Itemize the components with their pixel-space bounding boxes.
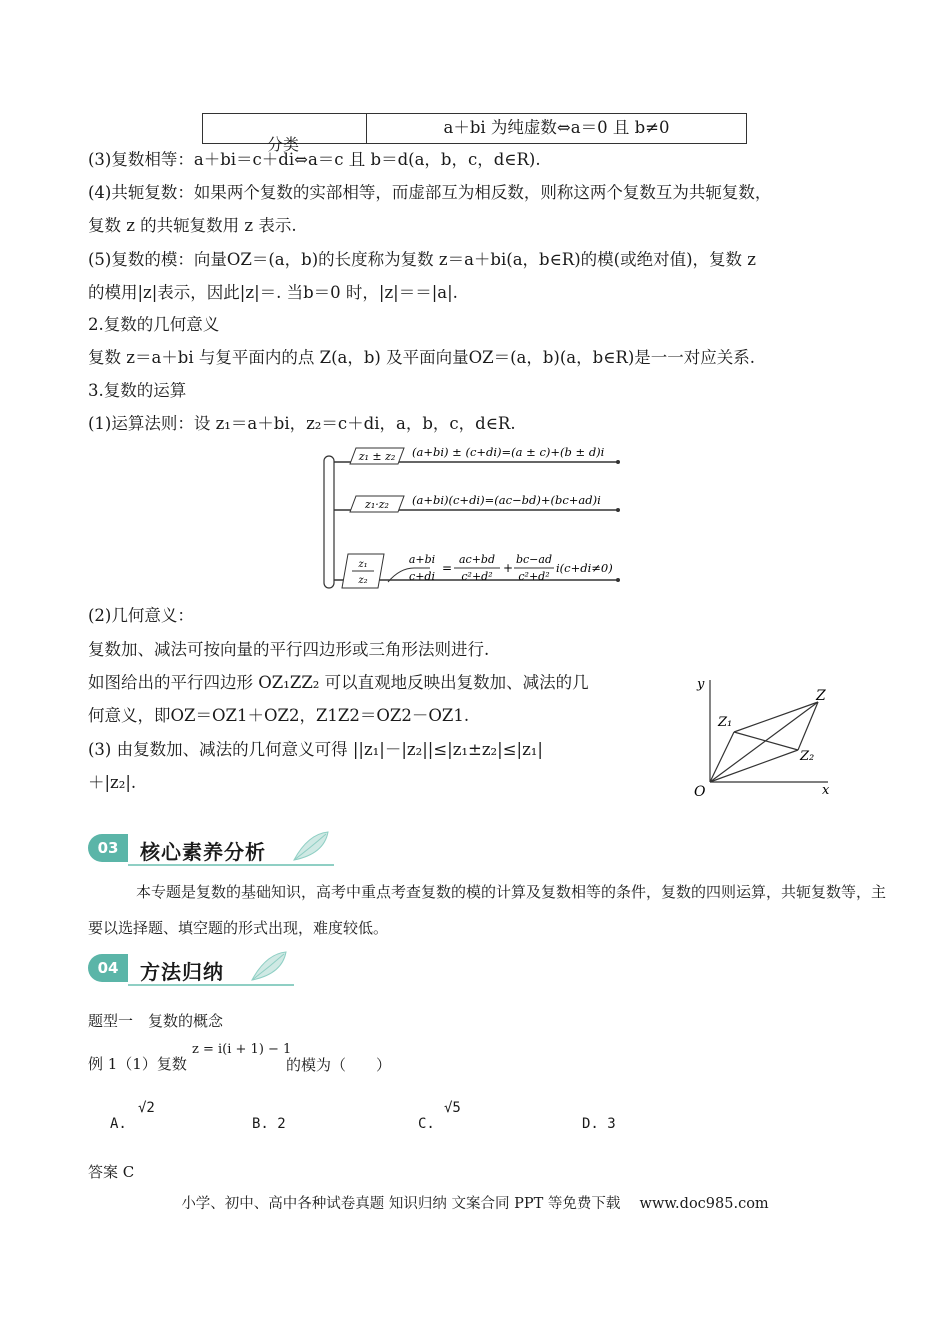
div-denominator: z₂ (358, 575, 368, 586)
svg-text:c²+d²: c²+d² (461, 570, 493, 583)
mul-formula: (a+bi)(c+di)=(ac−bd)+(bc+ad)i (412, 493, 601, 507)
svg-text:+: + (503, 561, 514, 575)
choice-a: A. (110, 1116, 127, 1132)
section-number-badge: 03 (88, 834, 128, 862)
section-title: 方法归纳 (140, 960, 224, 984)
svg-text:c²+d²: c²+d² (518, 570, 550, 583)
choice-c-value: √5 (444, 1100, 461, 1116)
section-04-header (88, 954, 298, 988)
choice-c: C. (418, 1116, 435, 1132)
table-content-cell: a＋bi 为纯虚数⇔a＝0 且 b≠0 (443, 118, 670, 137)
complex-equality: (3)复数相等：a＋bi＝c＋di⇔a＝c 且 b＝d(a，b，c，d∈R). (88, 150, 541, 169)
add-formula: (a+bi) ± (c+di)=(a ± c)+(b ± d)i (412, 445, 605, 459)
svg-text:i(c+di≠0): i(c+di≠0) (556, 561, 613, 575)
operations-heading: 3.复数的运算 (88, 381, 187, 400)
svg-text:a+bi: a+bi (408, 553, 436, 566)
svg-text:c+di: c+di (409, 570, 435, 583)
inequality-line-2: ＋|z₂|. (88, 773, 137, 792)
leaf-icon (288, 830, 332, 864)
operation-rules: (1)运算法则：设 z₁＝a＋bi，z₂＝c＋di，a，b，c，d∈R. (88, 414, 516, 433)
geometric-sense-3: 何意义，即OZ＝OZ1＋OZ2，Z1Z2＝OZ2－OZ1. (88, 706, 470, 725)
modulus-line-2: 的模用|z|表示，因此|z|＝. 当b＝0 时，|z|＝＝|a|. (88, 283, 458, 302)
svg-text:bc−ad: bc−ad (515, 553, 553, 566)
question-stem-prefix: 例 1（1）复数 (88, 1055, 187, 1073)
choice-d: D. 3 (582, 1116, 616, 1132)
classification-table-row (202, 113, 747, 154)
origin-label: O (694, 784, 706, 800)
section-03-text: 本专题是复数的基础知识，高考中重点考查复数的模的计算及复数相等的条件，复数的四则运算，共轭复数等，主要以选择题、填空题的形式出现，难度较低。 (88, 883, 887, 937)
answer: 答案 C (88, 1163, 135, 1181)
point-z-label: Z (816, 688, 826, 704)
parallelogram-diagram (688, 672, 838, 800)
section-number-badge: 04 (88, 954, 128, 982)
geometric-sense-heading: (2)几何意义： (88, 606, 194, 625)
svg-text:=: = (442, 561, 453, 575)
leaf-icon (246, 950, 290, 984)
conjugate-line-2: 复数 z 的共轭复数用 z 表示. (88, 216, 297, 235)
modulus-line-1: (5)复数的模：向量OZ＝(a，b)的长度称为复数 z＝a＋bi(a，b∈R)的模(或绝对值)，复数 z (88, 250, 756, 269)
question-formula: z = i(i + 1) − 1 (192, 1042, 292, 1057)
choice-b: B. 2 (252, 1116, 286, 1132)
geometric-sense-1: 复数加、减法可按向量的平行四边形或三角形法则进行. (88, 640, 490, 659)
table-label-cell (203, 114, 367, 154)
choice-a-value: √2 (138, 1100, 155, 1116)
conjugate-line-1: (4)共轭复数：如果两个复数的实部相等，而虚部互为相反数，则称这两个复数互为共轭复数， (88, 183, 772, 202)
page-footer: 小学、初中、高中各种试卷真题 知识归纳 文案合同 PPT 等免费下载 www.doc985.com (181, 1196, 769, 1212)
x-axis-label: x (822, 783, 830, 798)
geometric-meaning-body: 复数 z＝a＋bi 与复平面内的点 Z(a，b) 及平面向量OZ＝(a，b)(a，b∈R)是一一对应关系. (88, 348, 756, 367)
table-label: 分类 (267, 135, 300, 154)
section-03-header (88, 834, 338, 868)
geometric-sense-2: 如图给出的平行四边形 OZ₁ZZ₂ 可以直观地反映出复数加、减法的几 (88, 673, 589, 692)
point-z1-label: Z₁ (718, 715, 733, 730)
mul-label: z₁·z₂ (365, 498, 389, 511)
section-title: 核心素养分析 (140, 840, 266, 864)
geometric-meaning-heading: 2.复数的几何意义 (88, 315, 220, 334)
inequality-line-1: (3) 由复数加、减法的几何意义可得 ||z₁|－|z₂||≤|z₁±z₂|≤|z₁| (88, 740, 543, 759)
add-label: z₁ ± z₂ (358, 450, 396, 463)
question-type: 题型一 复数的概念 (88, 1012, 224, 1030)
svg-text:ac+bd: ac+bd (458, 553, 496, 566)
div-numerator: z₁ (358, 559, 368, 570)
operations-diagram (318, 442, 628, 598)
question-stem-suffix: 的模为（ ） (286, 1056, 392, 1074)
bracket-bar (324, 456, 334, 588)
y-axis-label: y (697, 677, 705, 692)
point-z2-label: Z₂ (800, 749, 815, 764)
